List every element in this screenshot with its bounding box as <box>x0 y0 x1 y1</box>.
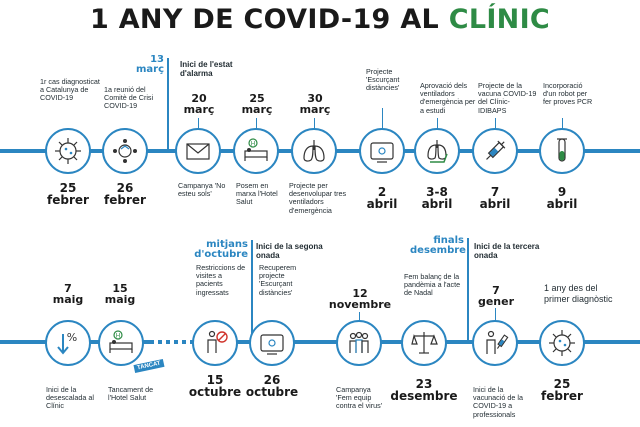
event-date: 3-8 abril <box>421 185 453 211</box>
event-date: 15 octubre <box>188 373 242 399</box>
event-text: Posem en marxa l'Hotel Salut <box>236 181 278 207</box>
closed-tag: TANCAT <box>133 359 164 373</box>
event-text: Fem balanç de la pandèmia a l'acte de Nadal <box>404 272 461 298</box>
tablet-icon <box>257 328 287 358</box>
event-text: Tancament de l'Hotel Salut <box>108 385 154 403</box>
event-text: 1a reunió del Comitè de Crisi COVID-19 <box>104 85 154 111</box>
event-text: Aprovació dels ventiladors d'emergència per a estudi <box>420 81 476 115</box>
event-circle <box>102 128 148 174</box>
event-circle <box>98 320 144 366</box>
envelope-icon <box>183 136 213 166</box>
event-circle <box>45 320 91 366</box>
event-date: 25 febrer <box>47 181 89 207</box>
event-circle <box>359 128 405 174</box>
title-highlight: CLÍNIC <box>448 4 551 35</box>
event-circle <box>249 320 295 366</box>
event-text: Incorporació d'un robot per fer proves PCR <box>543 81 593 107</box>
virus-icon <box>547 328 577 358</box>
event-text: Projecte per desenvolupar tres ventiladors d'emergència <box>289 181 347 215</box>
title-main: 1 ANY DE COVID-19 AL <box>89 4 449 35</box>
lungs-icon <box>299 136 329 166</box>
team-icon <box>344 328 374 358</box>
event-circle <box>175 128 221 174</box>
event-circle <box>233 128 279 174</box>
virus-icon <box>53 136 83 166</box>
event-text: Recuperem projecte 'Escurçant distàncies' <box>259 263 297 297</box>
event-circle <box>539 320 585 366</box>
phase-text-third-wave: Inici de la tercera onada <box>474 242 540 260</box>
event-date: 30 març <box>299 92 331 116</box>
event-text: Projecte 'Escurçant distàncies' <box>366 67 400 93</box>
balance-icon <box>409 328 439 358</box>
event-circle <box>192 320 238 366</box>
page-title <box>0 4 640 35</box>
event-text: Inici de la desescalada al Clínic <box>46 385 94 411</box>
event-date: 15 maig <box>104 282 136 306</box>
tick <box>382 108 383 130</box>
event-circle <box>401 320 447 366</box>
event-date: 9 abril <box>546 185 578 211</box>
event-circle <box>472 320 518 366</box>
timeline-dotted <box>150 340 192 344</box>
event-date: 26 octubre <box>245 373 299 399</box>
phase-date-alarm: 13 març <box>135 54 164 75</box>
event-circle <box>45 128 91 174</box>
event-circle <box>291 128 337 174</box>
event-date: 7 abril <box>479 185 511 211</box>
event-circle <box>472 128 518 174</box>
meeting-icon <box>110 136 140 166</box>
percent-down-icon <box>53 328 83 358</box>
event-date: 26 febrer <box>104 181 146 207</box>
event-date: 23 desembre <box>390 377 458 403</box>
event-text: Restriccions de visites a pacients ingressats <box>196 263 246 297</box>
event-text: Projecte de la vacuna COVID-19 del Clínic-IDIBAPS <box>478 81 537 115</box>
event-date: 25 març <box>241 92 273 116</box>
ventilator-lungs-icon <box>422 136 452 166</box>
test-tube-icon <box>547 136 577 166</box>
event-text: 1r cas diagnosticat a Catalunya de COVID-19 <box>40 77 100 103</box>
event-date: 7 gener <box>477 284 515 308</box>
event-date: 12 novembre <box>328 287 392 311</box>
event-date: 2 abril <box>366 185 398 211</box>
phase-text-alarm: Inici de l'estat d'alarma <box>180 60 233 78</box>
event-text-large: 1 any des del primer diagnòstic <box>544 283 613 304</box>
hotel-bed-icon <box>241 136 271 166</box>
no-visit-icon <box>200 328 230 358</box>
event-date: 25 febrer <box>541 377 583 403</box>
event-text: Inici de la vacunació de la COVID-19 a professionals <box>473 385 523 419</box>
phase-text-second-wave: Inici de la segona onada <box>256 242 323 260</box>
event-circle <box>336 320 382 366</box>
svg-text:%: % <box>66 331 78 344</box>
svg-text:H: H <box>250 140 256 148</box>
vaccination-icon <box>480 328 510 358</box>
event-circle <box>414 128 460 174</box>
tablet-icon <box>367 136 397 166</box>
phase-marker-second-wave <box>251 240 253 340</box>
hotel-closed-icon <box>106 328 136 358</box>
event-text: Campanya 'No esteu sols' <box>178 181 226 199</box>
svg-text:H: H <box>115 332 121 340</box>
event-circle <box>539 128 585 174</box>
event-text: Campanya 'Fem equip contra el virus' <box>336 385 383 411</box>
syringe-icon <box>480 136 510 166</box>
phase-label-second-wave: mitjans d'octubre <box>194 239 248 260</box>
event-date: 20 març <box>183 92 215 116</box>
phase-label-third-wave: finals desembre <box>410 235 466 256</box>
event-date: 7 maig <box>52 282 84 306</box>
